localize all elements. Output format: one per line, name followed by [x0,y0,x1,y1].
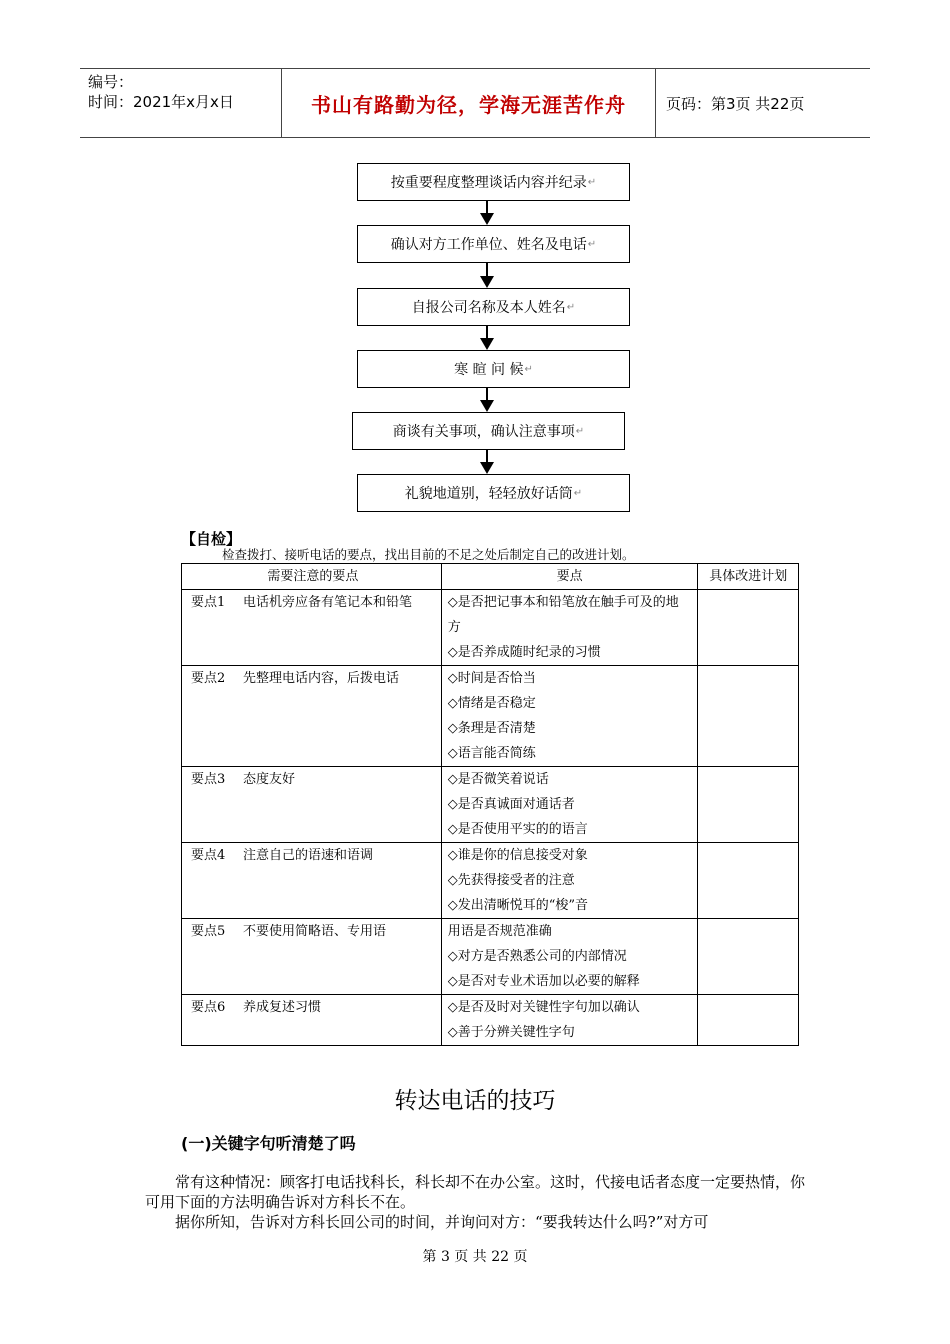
point-cell [182,666,442,767]
document-number-label: 编号： [88,73,134,91]
detail-item: ◇是否养成随时纪录的习惯 [447,645,601,660]
flow-step-1 [357,163,630,201]
return-mark: ↵ [566,301,576,313]
flow-arrow-line [486,450,488,462]
flow-arrow-line [486,388,488,400]
detail-item: ◇时间是否恰当 [447,671,536,686]
flow-step-label: 确认对方工作单位、姓名及电话 [390,237,587,253]
section-title: 转达电话的技巧 [394,1088,556,1114]
point-number: 要点4 [191,848,226,863]
flow-arrow-head [480,400,494,412]
point-cell [182,919,442,995]
flow-step-3 [357,288,630,326]
flow-step-label: 自报公司名称及本人姓名 [411,300,566,316]
flow-arrow-head [480,213,494,225]
detail-item: ◇谁是你的信息接受对象 [447,848,588,863]
plan-cell[interactable] [698,590,799,666]
detail-item: ◇对方是否熟悉公司的内部情况 [447,949,627,964]
point-text: 先整理电话内容，后拨电话 [243,671,400,686]
plan-cell[interactable] [698,843,799,919]
header-cell-focus: 需要注意的要点 [182,564,442,590]
point-number: 要点2 [191,671,226,686]
point-number: 要点3 [191,772,226,787]
detail-item: ◇是否对专业术语加以必要的解释 [447,974,640,989]
selfcheck-title: 【自检】 [181,530,242,548]
detail-item: ◇是否及时对关键性字句加以确认 [447,1000,640,1015]
detail-cell [441,843,698,919]
flow-arrow-head [480,462,494,474]
detail-cell [441,995,698,1046]
plan-cell[interactable] [698,919,799,995]
detail-item: ◇是否把记事本和铅笔放在触手可及的地方 [447,595,679,635]
header-meta [80,69,282,137]
page-footer: 第 3 页 共 22 页 [422,1249,528,1265]
flow-arrow-line [486,326,488,338]
table-header-row [182,564,799,590]
document-date: 时间：2021年x月x日 [88,93,234,111]
detail-item: ◇情绪是否稳定 [447,696,536,711]
detail-cell [441,590,698,666]
flow-step-label: 商谈有关事项，确认注意事项 [392,424,575,440]
point-number: 要点1 [191,595,226,610]
detail-item: ◇先获得接受者的注意 [447,873,575,888]
section-subtitle: (一)关键字句听清楚了吗 [181,1134,356,1153]
point-cell [182,767,442,843]
return-mark: ↵ [524,363,533,375]
table-row [182,919,799,995]
detail-item: 用语是否规范准确 [447,924,552,939]
detail-item: ◇是否微笑着说话 [447,772,549,787]
return-mark: ↵ [575,425,585,437]
flow-step-label: 寒 暄 问 候 [454,362,524,378]
return-mark: ↵ [587,238,597,250]
body-paragraph-2: 据你所知，告诉对方科长回公司的时间，并询问对方：“要我转达什么吗?”对方可 [175,1213,709,1231]
point-cell [182,843,442,919]
detail-item: ◇善于分辨关键性字句 [447,1025,575,1040]
table-row [182,590,799,666]
flow-step-6 [357,474,630,512]
header-cell-points: 要点 [441,564,698,590]
flow-arrow-head [480,276,494,288]
detail-cell [441,767,698,843]
header-motto: 书山有路勤为径，学海无涯苦作舟 [282,69,656,137]
point-number: 要点5 [191,924,226,939]
table-row [182,767,799,843]
flow-step-label: 按重要程度整理谈话内容并纪录 [390,175,587,191]
point-text: 养成复述习惯 [243,1000,322,1015]
table-row [182,843,799,919]
return-mark: ↵ [587,176,597,188]
plan-cell[interactable] [698,995,799,1046]
selfcheck-intro: 检查拨打、接听电话的要点，找出目前的不足之处后制定自己的改进计划。 [222,547,635,562]
table-row [182,666,799,767]
flow-step-label: 礼貌地道别，轻轻放好话筒 [404,486,573,502]
flow-arrow-line [486,201,488,213]
body-paragraph-1: 常有这种情况：顾客打电话找科长，科长却不在办公室。这时，代接电话者态度一定要热情，你可用下面的方法明确告诉对方科长不在。 [145,1173,806,1211]
table-row [182,995,799,1046]
plan-cell[interactable] [698,666,799,767]
detail-cell [441,919,698,995]
point-text: 不要使用简略语、专用语 [243,924,387,939]
detail-item: ◇是否真诚面对通话者 [447,797,575,812]
flow-arrow-head [480,338,494,350]
point-text: 注意自己的语速和语调 [243,848,374,863]
selfcheck-table [181,563,799,1046]
detail-item: ◇语言能否简练 [447,746,536,761]
flow-step-4 [357,350,630,388]
flow-step-5 [352,412,625,450]
page-header [80,68,870,138]
plan-cell[interactable] [698,767,799,843]
return-mark: ↵ [573,487,583,499]
detail-item: ◇发出清晰悦耳的“梭”音 [447,898,589,913]
point-text: 态度友好 [243,772,296,787]
point-cell [182,590,442,666]
point-cell [182,995,442,1046]
header-cell-plan: 具体改进计划 [698,564,799,590]
point-text: 电话机旁应备有笔记本和铅笔 [243,595,413,610]
header-page-info: 页码：第3页 共22页 [666,94,805,113]
flow-arrow-line [486,263,488,276]
flow-step-2 [357,225,630,263]
point-number: 要点6 [191,1000,226,1015]
detail-item: ◇条理是否清楚 [447,721,536,736]
detail-item: ◇是否使用平实的的语言 [447,822,588,837]
detail-cell [441,666,698,767]
